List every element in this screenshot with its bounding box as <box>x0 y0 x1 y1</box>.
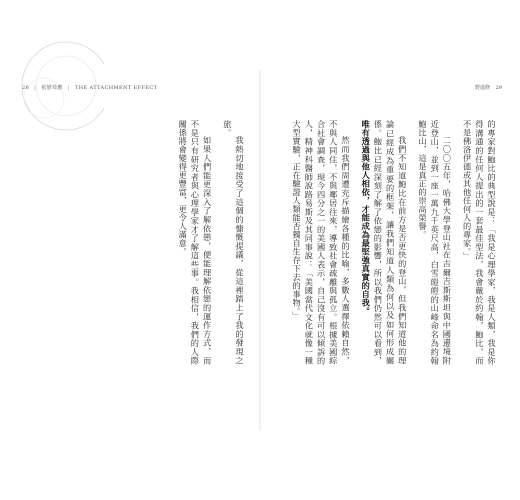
right-page-body <box>288 120 498 365</box>
right-paragraph-4: 然而我們周遭充斥描繪各種的比喻，多數人選擇依賴自然，不與人同住，不與鄰居往來，導致社會疏離與孤立。根據美國綜合社會調查，現今四分之一的美國人表示，自己沒有可以傾訴的人，精神科醫師說路易斯及其同事說：「美國當代文化就像一種大型實驗，正在驗證人類能否獨自生存下去的事物。」 <box>292 120 351 365</box>
book-gutter <box>259 70 261 430</box>
left-paragraph-2: 如果人們能更深入了解依戀，便能理解依戀的運作方式，而不是只有研究者與心理學家才了解這些事。我相信，我們的人際關係將會變得更豐富，更令人滿意。 <box>178 120 213 365</box>
right-page-number: 29 <box>495 85 502 91</box>
decorative-circles-ornament <box>4 28 104 138</box>
chapter-title: 野進修 <box>475 85 491 91</box>
left-page-body <box>136 120 246 365</box>
right-running-header <box>471 84 502 91</box>
right-paragraph-3 <box>360 120 409 365</box>
left-page-number: 26 <box>22 85 30 91</box>
book-title-chinese: 依戀效應 <box>41 85 63 91</box>
right-paragraph-1: 的專家對鮑比的典型說是：「我是心理學家，我是人類，我是你得溝通的任何人提出的一套最佳型法，我會嚴於約翰，鮑比，而不是佛洛伊德或其他任何人的專家。」 <box>462 120 497 365</box>
book-title-english: THE ATTACHMENT EFFECT <box>74 85 158 91</box>
left-running-header: 26 | 依戀效應 | THE ATTACHMENT EFFECT <box>22 85 158 91</box>
right-paragraph-2: 二〇〇五年，哈佛大學登山社在吉爾吉斯斯坦與中國邊境附近登山，並到一座一萬九千英尺高，白雪皚皚的山峰命名為約翰鮑比山，這是真正的崇高榮譽。 <box>417 120 453 365</box>
left-paragraph-1: 我熱切地接受了這個的慷慨提議，從這裡踏上了我的發現之旅。 <box>222 120 245 365</box>
bold-thesis-sentence: 唯有透過與他人相依，才能成為最堅強真實的自我。 <box>361 120 372 316</box>
right-paragraph-3-text: 我們不知道鮑比在前方是否更快的登山，但我們知道他的理論已經成為重要的框架，讓我們知道人類為何以及如何形成關係。鮑比已經深刻了解了依戀的影響，所以我們仍然可以看到， <box>373 120 408 365</box>
